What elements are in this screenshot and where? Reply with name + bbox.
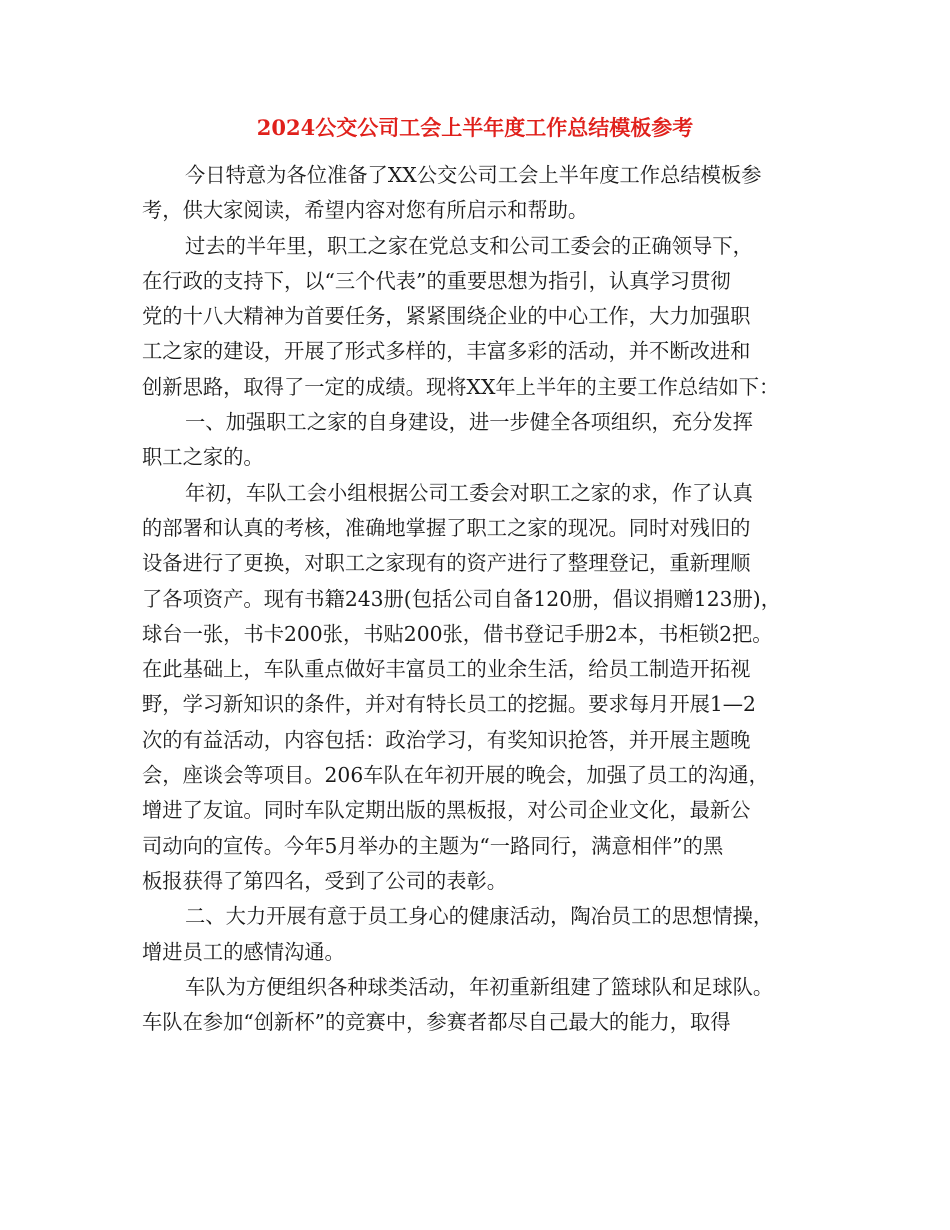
text-line: 增进了友谊。同时车队定期出版的黑板报，对公司企业文化，最新公 (142, 798, 751, 823)
text-line: 职工之家的。 (142, 445, 264, 470)
text-line: 年初，车队工会小组根据公司工委会对职工之家的求，作了认真 (185, 480, 753, 505)
text-line: 车队为方便组织各种球类活动，年初重新组建了篮球队和足球队。 (185, 974, 774, 999)
text-line: 考，供大家阅读，希望内容对您有所启示和帮助。 (142, 198, 589, 223)
text-line: 司动向的宣传。今年5月举办的主题为“一路同行，满意相伴”的黑 (142, 833, 724, 858)
text-line: 车队在参加“创新杯”的竞赛中，参赛者都尽自己最大的能力，取得 (142, 1010, 731, 1035)
text-line: 创新思路，取得了一定的成绩。现将XX年上半年的主要工作总结如下： (142, 374, 780, 399)
text-line: 党的十八大精神为首要任务，紧紧围绕企业的中心工作，大力加强职 (142, 304, 751, 329)
text-line: 在行政的支持下，以“三个代表”的重要思想为指引，认真学习贯彻 (142, 268, 731, 293)
document-body (142, 158, 812, 1040)
document-title: 2024公交公司工会上半年度工作总结模板参考 (256, 115, 694, 140)
text-line: 设备进行了更换，对职工之家现有的资产进行了整理登记，重新理顺 (142, 551, 751, 576)
text-line: 了各项资产。现有书籍243册(包括公司自备120册，倡议捐赠123册)， (142, 586, 781, 611)
text-line: 过去的半年里，职工之家在党总支和公司工委会的正确领导下， (185, 233, 753, 258)
text-line: 一、加强职工之家的自身建设，进一步健全各项组织，充分发挥 (185, 410, 753, 435)
text-line: 的部署和认真的考核，准确地掌握了职工之家的现况。同时对残旧的 (142, 515, 751, 540)
text-line: 板报获得了第四名，受到了公司的表彰。 (142, 868, 508, 893)
text-line: 在此基础上，车队重点做好丰富员工的业余生活，给员工制造开拓视 (142, 657, 751, 682)
text-line: 二、大力开展有意于员工身心的健康活动，陶冶员工的思想情操， (185, 904, 774, 929)
text-line: 次的有益活动，内容包括：政治学习，有奖知识抢答，并开展主题晚 (142, 727, 751, 752)
text-line: 增进员工的感情沟通。 (142, 939, 345, 964)
text-line: 工之家的建设，开展了形式多样的，丰富多彩的活动，并不断改进和 (142, 339, 751, 364)
text-line: 会，座谈会等项目。206车队在年初开展的晚会，加强了员工的沟通， (142, 763, 769, 788)
text-line: 野，学习新知识的条件，并对有特长员工的挖掘。要求每月开展1—2 (142, 692, 756, 717)
text-line: 今日特意为各位准备了XX公交公司工会上半年度工作总结模板参 (185, 163, 762, 187)
text-line: 球台一张，书卡200张，书贴200张，借书登记手册2本，书柜锁2把。 (142, 621, 773, 646)
